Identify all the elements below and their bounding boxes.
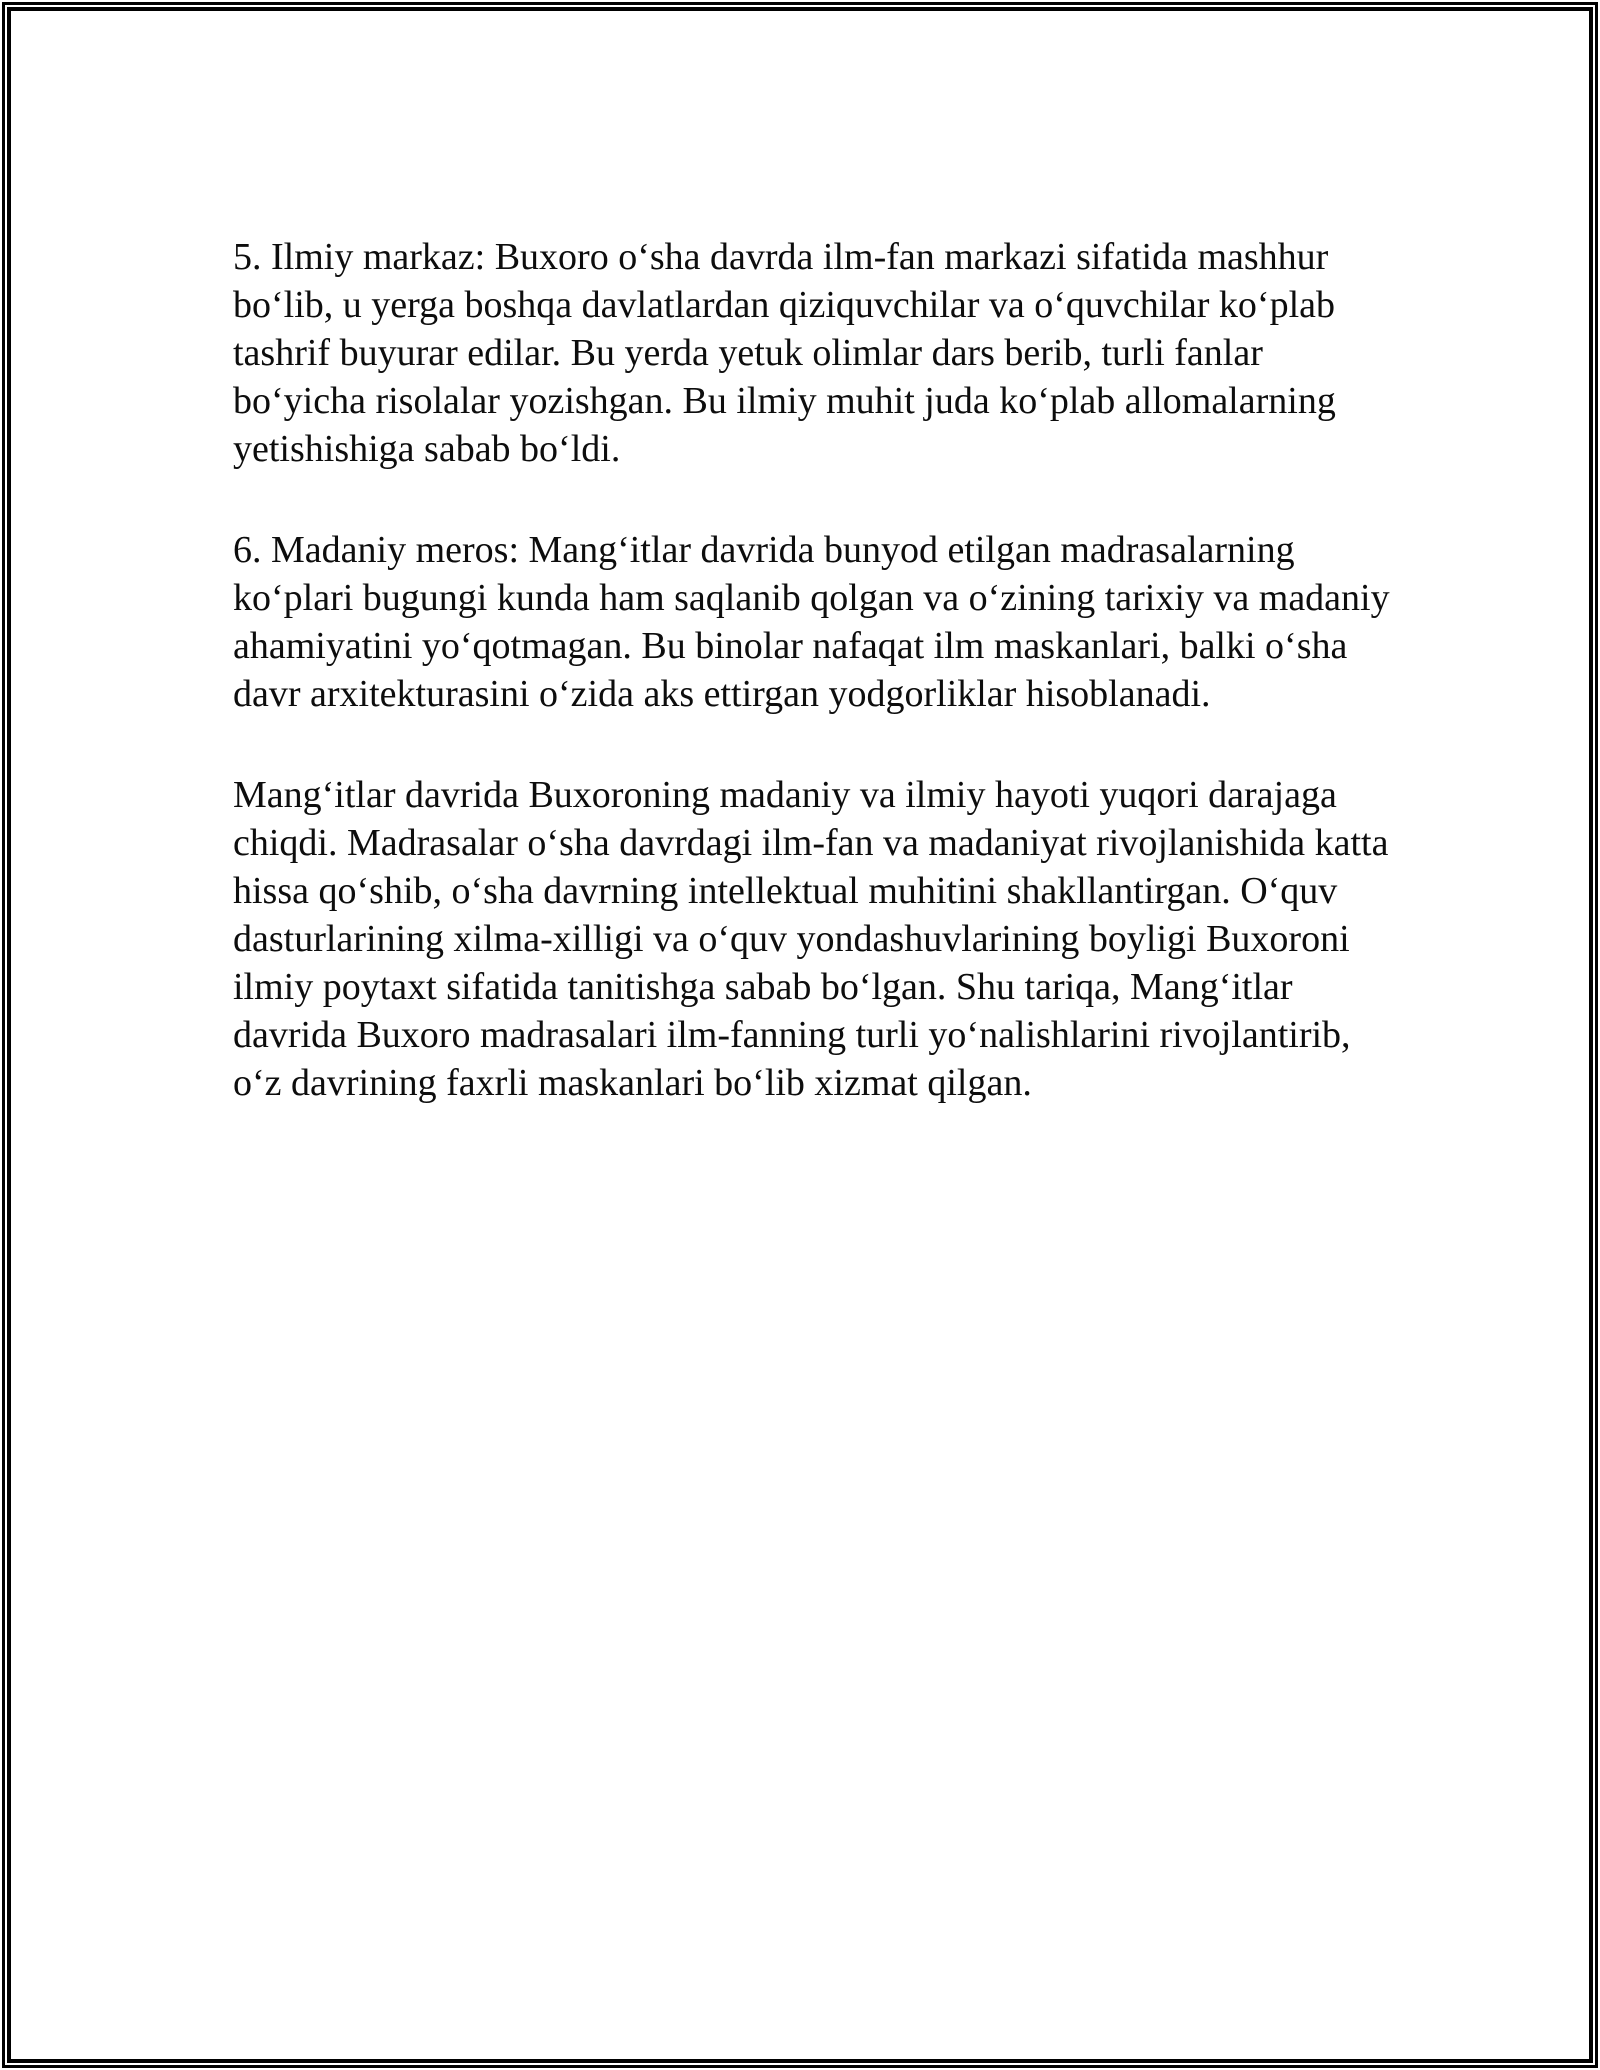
- text-line: ilmiy poytaxt sifatida tanitishga sabab boʻlgan. Shu tariqa, Mangʻitlar: [233, 966, 1293, 1008]
- text-line: chiqdi. Madrasalar oʻsha davrdagi ilm-fan va madaniyat rivojlanishida katta: [233, 822, 1389, 864]
- text-line: tashrif buyurar edilar. Bu yerda yetuk olimlar dars berib, turli fanlar: [233, 332, 1263, 374]
- text-line: ahamiyatini yoʻqotmagan. Bu binolar nafaqat ilm maskanlari, balki oʻsha: [233, 625, 1348, 667]
- text-line: dasturlarining xilma-xilligi va oʻquv yondashuvlarining boyligi Buxoroni: [233, 918, 1350, 960]
- paragraph-madaniy-meros: [233, 526, 1408, 718]
- document-body-text: [233, 233, 1408, 1107]
- paragraph-ilmiy-markaz: [233, 233, 1408, 473]
- text-line: koʻplari bugungi kunda ham saqlanib qolgan va oʻzining tarixiy va madaniy: [233, 577, 1390, 619]
- paragraph-xulosa: [233, 771, 1408, 1107]
- text-line: boʻyicha risolalar yozishgan. Bu ilmiy muhit juda koʻplab allomalarning: [233, 380, 1336, 422]
- text-line: davr arxitekturasini oʻzida aks ettirgan yodgorliklar hisoblanadi.: [233, 673, 1211, 715]
- text-line: Mangʻitlar davrida Buxoroning madaniy va ilmiy hayoti yuqori darajaga: [233, 774, 1337, 816]
- text-line: oʻz davrining faxrli maskanlari boʻlib xizmat qilgan.: [233, 1062, 1032, 1104]
- text-line: yetishishiga sabab boʻldi.: [233, 428, 621, 470]
- text-line: hissa qoʻshib, oʻsha davrning intellektual muhitini shakllantirgan. Oʻquv: [233, 870, 1338, 912]
- text-line: 5. Ilmiy markaz: Buxoro oʻsha davrda ilm-fan markazi sifatida mashhur: [233, 236, 1329, 278]
- text-line: 6. Madaniy meros: Mangʻitlar davrida bunyod etilgan madrasalarning: [233, 529, 1295, 571]
- text-line: davrida Buxoro madrasalari ilm-fanning turli yoʻnalishlarini rivojlantirib,: [233, 1014, 1351, 1056]
- text-line: boʻlib, u yerga boshqa davlatlardan qiziquvchilar va oʻquvchilar koʻplab: [233, 284, 1335, 326]
